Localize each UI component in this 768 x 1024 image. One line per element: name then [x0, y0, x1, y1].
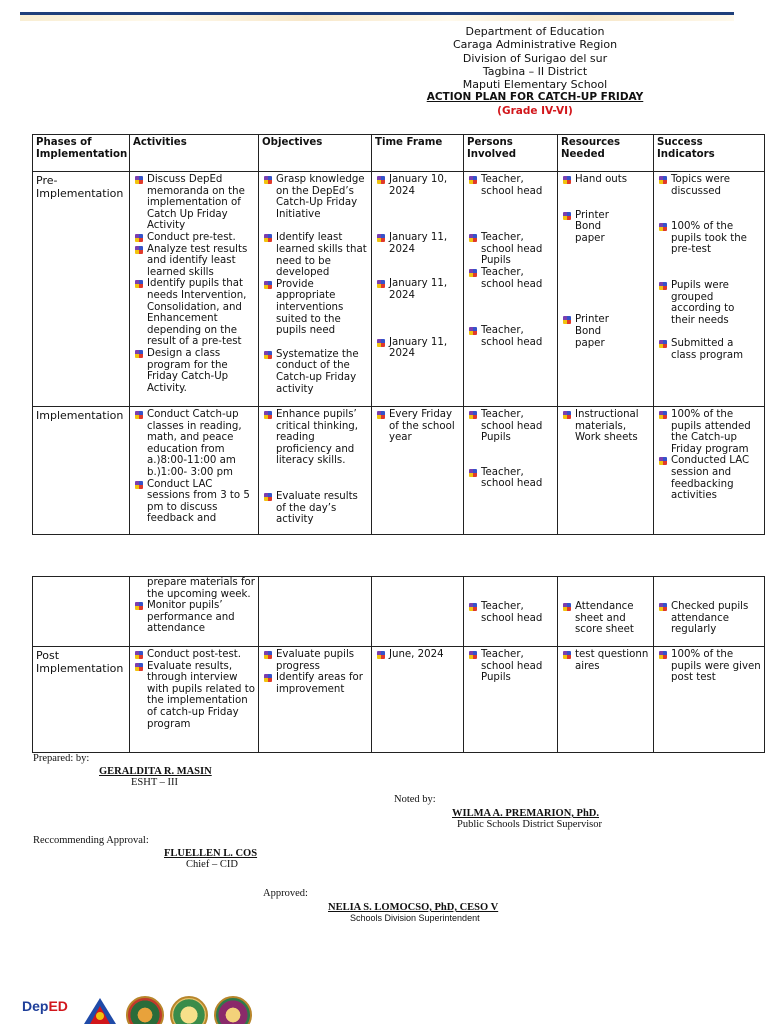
prepared-block: [99, 766, 212, 788]
recommending-block: [164, 848, 257, 870]
approved-block: [328, 902, 498, 923]
activity-continuation: prepare materials for the upcoming week.: [147, 577, 255, 600]
document-header: [390, 25, 680, 118]
header-division: Division of Surigao del sur: [462, 51, 608, 65]
list-item: 100% of the pupils took the pre-test: [657, 221, 761, 256]
cell-impl-indicators: [654, 407, 765, 535]
table-row-implementation-cont: [33, 577, 765, 647]
list-item: Pupils were grouped according to their needs: [657, 280, 761, 326]
approved-label: Approved:: [263, 888, 308, 899]
list-item: Analyze test results and identify least learned skills: [133, 244, 255, 279]
prepared-title: ESHT – III: [131, 777, 179, 788]
list-item: Hand outs: [561, 174, 650, 186]
header-department: Department of Education: [465, 25, 605, 38]
list-item: Every Friday of the school year: [375, 409, 460, 444]
list-item: Conduct post-test.: [133, 649, 255, 661]
list-item: Discuss DepEd memoranda on the implementation of Catch Up Friday Activity: [133, 174, 255, 232]
cell-pre-resources: [558, 172, 654, 407]
col-header-activities: Activities: [130, 135, 259, 172]
col-header-resources: Resources Needed: [558, 135, 654, 172]
col-header-indicators: Success Indicators: [654, 135, 765, 172]
cell-impl-resources: [558, 407, 654, 535]
cell-pre-indicators: [654, 172, 765, 407]
list-item: January 10, 2024: [375, 174, 460, 197]
list-item: Attendance sheet and score sheet: [561, 601, 650, 636]
list-item: Evaluate results, through interview with pupils related to the implementation of catch-up Friday program: [133, 661, 255, 731]
cell-post-resources: [558, 647, 654, 753]
list-item: Teacher, school head: [467, 174, 554, 197]
col-header-objectives: Objectives: [259, 135, 372, 172]
recommending-label: Reccommending Approval:: [33, 835, 149, 846]
noted-name: WILMA A. PREMARION, PhD.: [452, 808, 600, 819]
cell-impl-cont-timeframe: [372, 577, 464, 647]
philippine-flag-emblem-icon: [80, 994, 120, 1024]
cell-impl-cont-activities: [130, 577, 259, 647]
list-item: Evaluate pupils progress: [262, 649, 368, 672]
recommending-title: Chief – CID: [186, 859, 238, 870]
list-item: Teacher, school head: [467, 601, 554, 624]
col-header-persons: Persons Involved: [464, 135, 558, 172]
list-item: test questionnaires: [561, 649, 650, 672]
cell-impl-persons: [464, 407, 558, 535]
list-item: 100% of the pupils were given post test: [657, 649, 761, 684]
noted-label: Noted by:: [394, 794, 436, 805]
cell-impl-cont-resources: [558, 577, 654, 647]
prepared-name: GERALDITA R. MASIN: [99, 766, 212, 777]
prepared-label: Prepared: by:: [33, 753, 90, 764]
list-item: Conduct Catch-up classes in reading, math, and peace education from a.)8:00-11:00 am b.)1:00- 3:00 pm: [133, 409, 255, 479]
list-item: Checked pupils attendance regularly: [657, 601, 761, 636]
cell-impl-activities: [130, 407, 259, 535]
col-header-timeframe: Time Frame: [372, 135, 464, 172]
cell-pre-activities: [130, 172, 259, 407]
list-item: Topics were discussed: [657, 174, 761, 197]
approved-name: NELIA S. LOMOCSO, PhD, CESO V: [328, 902, 499, 913]
list-item: Teacher, school head: [467, 267, 554, 290]
table-header-row: [33, 135, 765, 172]
noted-block: [452, 808, 602, 830]
school-seal-icon: [214, 996, 252, 1024]
cell-impl-cont-persons: [464, 577, 558, 647]
list-item: Identify pupils that needs Intervention, Consolidation, and Enhancement depending on the result of a pre-test: [133, 278, 255, 348]
recommending-name: FLUELLEN L. COS: [164, 848, 258, 859]
table-row-post-implementation: [33, 647, 765, 753]
cell-post-indicators: [654, 647, 765, 753]
list-item: Teacher, school head Pupils: [467, 649, 554, 684]
table-row-pre-implementation: [33, 172, 765, 407]
grade-label: (Grade IV-VI): [497, 104, 573, 117]
list-item: Evaluate results of the day’s activity: [262, 491, 368, 526]
list-item: Grasp knowledge on the DepEd’s Catch-Up Friday Initiative: [262, 174, 368, 220]
cell-pre-objectives: [259, 172, 372, 407]
list-item: Instructional materials, Work sheets: [561, 409, 650, 444]
list-item: Teacher, school head Pupils: [467, 409, 554, 444]
cell-impl-cont-objectives: [259, 577, 372, 647]
list-item: Design a class program for the Friday Catch-Up Activity.: [133, 348, 255, 394]
list-item: Identify least learned skills that need to be developed: [262, 232, 368, 278]
header-rule-shade: [20, 15, 734, 21]
cell-post-timeframe: [372, 647, 464, 753]
header-region: Caraga Administrative Region: [452, 38, 618, 52]
list-item: Teacher, school head: [467, 467, 554, 490]
footer-logos: [22, 994, 262, 1024]
list-item: Systematize the conduct of the Catch-up Friday activity: [262, 349, 368, 395]
list-item: Identify areas for improvement: [262, 672, 368, 695]
cell-impl-cont-indicators: [654, 577, 765, 647]
cell-pre-persons: [464, 172, 558, 407]
list-item: Conducted LAC session and feedbacking activities: [657, 455, 761, 501]
deped-logo-text-a: Dep: [22, 998, 49, 1014]
list-item: Provide appropriate interventions suited to the pupils need: [262, 279, 368, 337]
col-header-phase: Phases of Implementation: [33, 135, 130, 172]
action-plan-table-continued: [32, 576, 765, 753]
phase-implementation-cont: [33, 577, 130, 647]
header-district: Tagbina – II District: [482, 64, 588, 78]
cell-post-activities: [130, 647, 259, 753]
noted-title: Public Schools District Supervisor: [457, 819, 602, 830]
phase-post: Post Implementation: [33, 647, 130, 753]
deped-logo-text-b: ED: [48, 998, 68, 1014]
list-item: January 11, 2024: [375, 232, 460, 255]
list-item: Teacher, school head: [467, 325, 554, 348]
list-item: June, 2024: [375, 649, 460, 661]
cell-impl-timeframe: [372, 407, 464, 535]
list-item: Enhance pupils’ critical thinking, reading proficiency and literacy skills.: [262, 409, 368, 467]
deped-logo: [22, 998, 68, 1014]
cell-impl-objectives: [259, 407, 372, 535]
list-item: Printer Bond paper: [561, 210, 631, 245]
list-item: Printer Bond paper: [561, 314, 631, 349]
document-title: ACTION PLAN FOR CATCH-UP FRIDAY: [426, 91, 644, 104]
phase-pre: Pre-Implementation: [33, 172, 130, 407]
list-item: Monitor pupils’ performance and attendance: [133, 600, 255, 635]
list-item: January 11, 2024: [375, 278, 460, 301]
header-school: Maputi Elementary School: [462, 78, 608, 92]
list-item: January 11, 2024: [375, 337, 460, 360]
region-seal-icon: [126, 996, 164, 1024]
action-plan-table: [32, 134, 765, 535]
list-item: Teacher, school head Pupils: [467, 232, 554, 267]
cell-post-objectives: [259, 647, 372, 753]
approved-title: Schools Division Superintendent: [350, 913, 480, 923]
cell-pre-timeframe: [372, 172, 464, 407]
cell-post-persons: [464, 647, 558, 753]
list-item: Conduct LAC sessions from 3 to 5 pm to discuss feedback and: [133, 479, 255, 525]
phase-implementation: Implementation: [33, 407, 130, 535]
division-seal-icon: [170, 996, 208, 1024]
list-item: 100% of the pupils attended the Catch-up Friday program: [657, 409, 761, 455]
table-row-implementation: [33, 407, 765, 535]
list-item: Conduct pre-test.: [133, 232, 255, 244]
list-item: Submitted a class program: [657, 338, 761, 361]
